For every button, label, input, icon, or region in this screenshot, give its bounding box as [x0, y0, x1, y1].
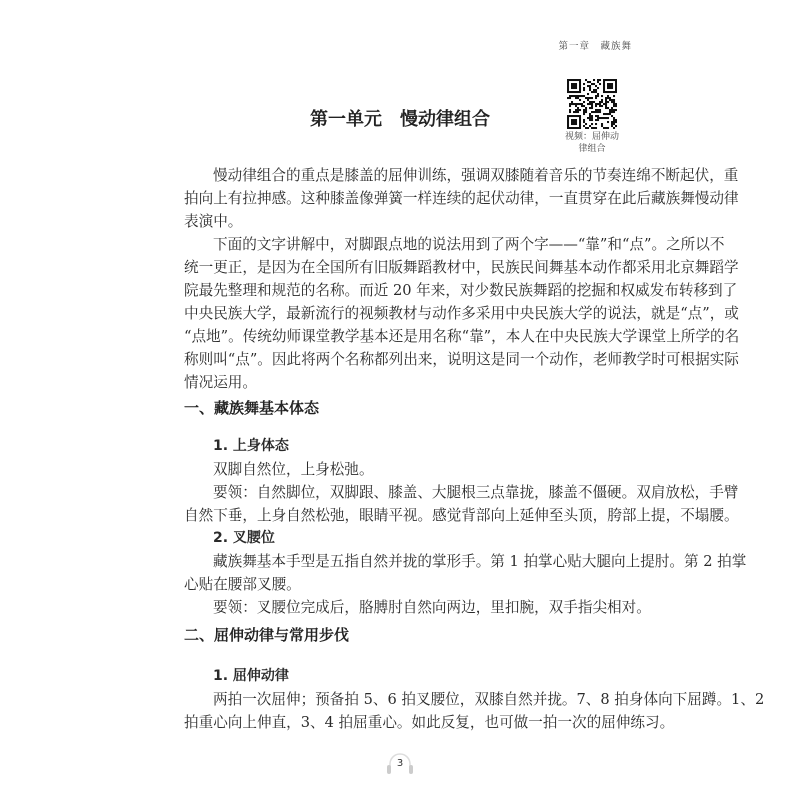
text-line: 慢动律组合的重点是膝盖的屈伸训练，强调双膝随着音乐的节奏连绵不断起伏，重	[213, 167, 739, 184]
text-line: 要领：自然脚位，双脚跟、膝盖、大腿根三点靠拢，膝盖不僵硬。双肩放松，手臂	[213, 484, 739, 501]
text-line: 两拍一次屈伸；预备拍 5、6 拍叉腰位，双膝自然并拢。7、8 拍身体向下屈蹲。1、2	[213, 691, 765, 708]
unit-title: 第一单元 慢动律组合	[310, 109, 490, 130]
text-line: 表演中。	[184, 213, 243, 230]
text-line: “点地”。传统幼师课堂教学基本还是用名称“靠”，本人在中央民族大学课堂上所学的名	[184, 328, 740, 345]
qr-caption	[556, 131, 628, 155]
subsection-upper-body	[184, 435, 739, 527]
section-heading: 一、藏族舞基本体态	[184, 399, 320, 417]
intro-text	[184, 164, 740, 394]
text-line: 下面的文字讲解中，对脚跟点地的说法用到了两个字——“靠”和“点”。之所以不	[213, 236, 725, 253]
page-number-text: 3	[396, 758, 404, 769]
text-line: 情况运用。	[184, 374, 257, 391]
subsection-heading: 1. 屈伸动律	[213, 668, 289, 684]
qr-caption-line: 律组合	[578, 144, 606, 154]
text-line: 中央民族大学，最新流行的视频教材与动作多采用中央民族大学的说法，就是“点”，或	[184, 305, 739, 322]
text-line: 藏族舞基本手型是五指自然并拢的掌形手。第 1 拍掌心贴大腿向上提肘。第 2 拍掌	[213, 553, 747, 570]
text-line: 自然下垂，上身自然松弛，眼睛平视。感觉背部向上延伸至头顶，胯部上提，不塌腰。	[184, 507, 739, 524]
subsection-heading: 2. 叉腰位	[213, 530, 275, 546]
text-line: 双脚自然位，上身松弛。	[213, 461, 374, 478]
text-line: 称则叫“点”。因此将两个名称都列出来，说明这是同一个动作，老师教学时可根据实际	[184, 351, 739, 368]
text-line: 要领：叉腰位完成后，胳膊肘自然向两边，里扣腕，双手指尖相对。	[213, 599, 651, 616]
running-header: 第一章 藏族舞	[558, 41, 632, 52]
subsection-flex-rhythm	[184, 665, 765, 734]
text-line: 拍重心向上伸直，3、4 拍屈重心。如此反复，也可做一拍一次的屈伸练习。	[184, 714, 675, 731]
page-number	[385, 750, 415, 778]
text-line: 心贴在腰部叉腰。	[184, 576, 301, 593]
subsection-heading: 1. 上身体态	[213, 438, 289, 454]
text-line: 院最先整理和规范的名称。而近 20 年来，对少数民族舞蹈的挖掘和权威发布转移到了	[184, 282, 738, 299]
text-line: 拍向上有拉抻感。这种膝盖像弹簧一样连续的起伏动律，一直贯穿在此后藏族舞慢动律	[184, 190, 739, 207]
qr-caption-line: 视频：屈伸动	[564, 132, 619, 142]
subsection-akimbo	[184, 527, 747, 619]
section-heading: 二、屈伸动律与常用步伐	[184, 626, 350, 644]
text-line: 统一更正，是因为在全国所有旧版舞蹈教材中，民族民间舞基本动作都采用北京舞蹈学	[184, 259, 739, 276]
